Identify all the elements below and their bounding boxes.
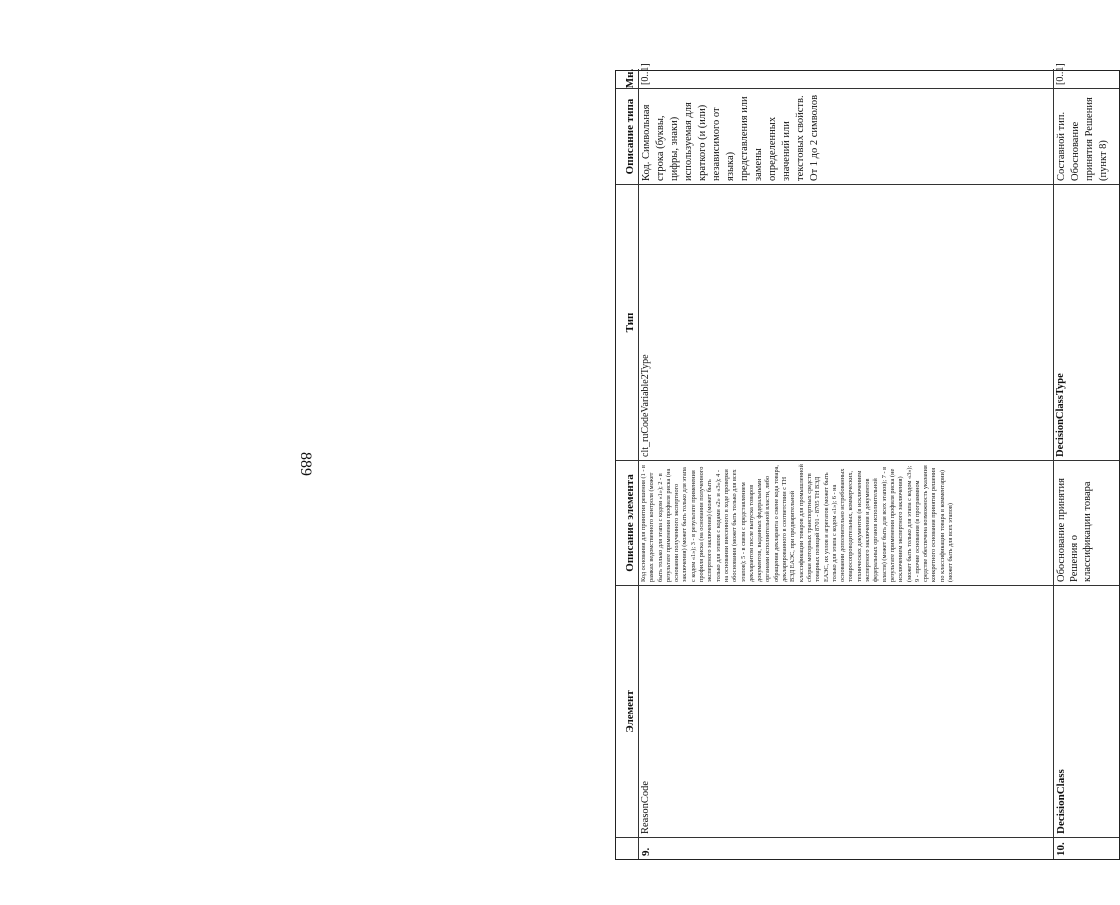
row-type: clt_ruCodeVariable2Type [639,184,1054,460]
row-num: 9. [639,837,1054,859]
row-element-description: Обоснование принятия Решения о классификации товара [1054,460,1119,585]
header-element-description: Описание элемента [616,460,639,585]
elements-table [615,63,1120,860]
page-number: 889 [297,452,314,476]
row-type-description: Составной тип. Обоснование принятия Решения (пункт 8) [1054,88,1119,184]
row-num: 10. [1054,837,1119,859]
row-type-description: Код. Символьная строка (буквы, цифры, знаки) используемая для краткого (и (или) независимого от языка) представления или замены определенных значений или текстовых свойств. От 1 до 2 символов [639,88,1054,184]
row-type: DecisionClassType [1054,184,1119,460]
row-multiplicity: [0..1] [1055,63,1066,85]
header-element: Элемент [616,585,639,837]
header-type-description: Описание типа [616,88,639,184]
header-type: Тип [616,184,639,460]
header-multiplicity: Мн. [616,69,639,88]
row-element: DecisionClass [1054,585,1119,837]
header-num [616,837,639,859]
row-multiplicity: [0..1] [639,69,1054,88]
rotated-page-content [110,0,1109,905]
row-element-description: Код основания для принятия решения (1 - в рамках ведомственного контроля (может быть только для этапа с кодом «1»); 2 - в результате применения профиля риска (на основании полученного экспертного заключения) (может быть только для этапа с кодом «1»); 3 - в результате применения профиля риска (на основании полученного экспертного заключения) (может быть только для этапов с кодами «2» и «3»); 4 - на основании внесенного в ходе проверки обоснования (может быть только для всех этапов); 5 - в связи с представлением декларантом после выпуска товаров документов, выданных федеральными органами исполнительной власти, либо обращения декларанта о смене кода товара, декларированного в соответствии с ТН ВЭД ЕАЭС, при предварительной классификации товаров для промышленной сборки моторных транспортных средств товарных позиций 8701 - 8705 ТН ВЭД ЕАЭС, их узлов и агрегатов (может быть только для этапа с кодом «1»); 6 - на основании дополнительно истребованных товаросопроводительных, коммерческих, технических документов (в исключением экспертного заключения и документов федеральных органов исполнительной власти) (может быть для всех этапов); 7 - в результате применения профиля риска (не исключением экспертного заключения) (может быть только для этапа с кодом «3»); 9 - прочие основания (в программном средстве обеспечена возможность указания конкретного основания принятия решения по классификации товара в комментарии) (может быть для всех этапов) [639,460,1054,585]
row-element: ReasonCode [639,585,1054,837]
